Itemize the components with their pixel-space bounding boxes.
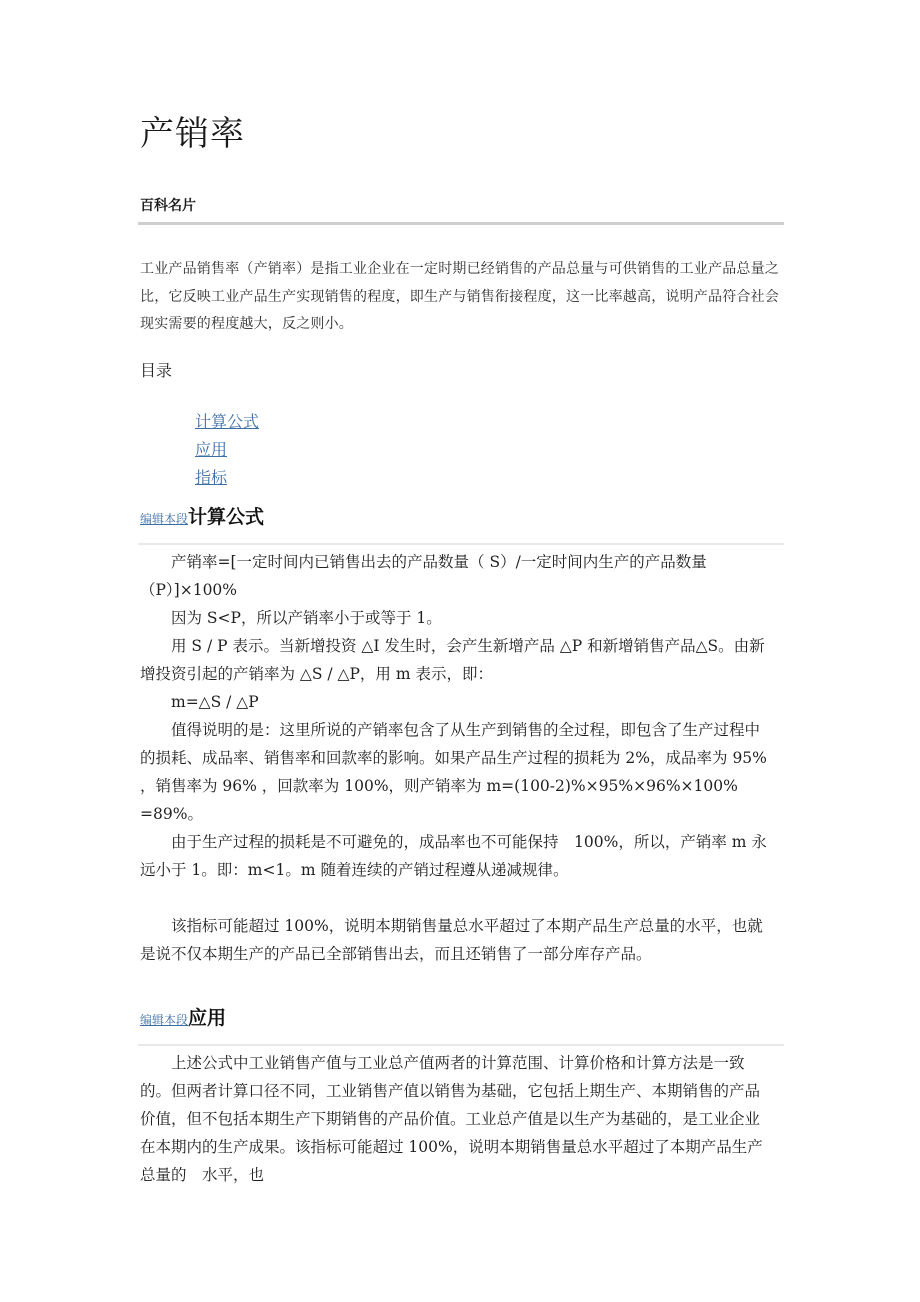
card-label: 百科名片: [140, 198, 196, 214]
section-divider: [138, 1044, 784, 1046]
formula-paragraph: 产销率=[一定时间内已销售出去的产品数量（ S）/一定时间内生产的产品数量（P）]×100%: [140, 553, 707, 599]
toc-item: [195, 436, 259, 464]
body-paragraph: 该指标可能超过 100%，说明本期销售量总水平超过了本期产品生产总量的水平，也就是说不仅本期生产的产品已全部销售出去，而且还销售了一部分库存产品。: [140, 917, 763, 963]
intro-paragraph: 工业产品销售率（产销率）是指工业企业在一定时期已经销售的产品总量与可供销售的工业产品总量之比，它反映工业产品生产实现销售的程度，即生产与销售衔接程度，这一比率越高，说明产品符合社会现实需要的程度越大，反之则小。: [140, 261, 779, 332]
body-paragraph: 值得说明的是：这里所说的产销率包含了从生产到销售的全过程，即包含了生产过程中的损耗、成品率、销售率和回款率的影响。如果产品生产过程的损耗为 2%，成品率为 95% ，销售率为 96% ，回款率为 100%，则产销率为 m=(100-2)%×95%×96%×100% =89%。: [140, 721, 767, 823]
toc-label: 目录: [140, 361, 173, 380]
body-paragraph: 因为 S<P，所以产销率小于或等于 1。: [171, 609, 442, 627]
toc-link-application[interactable]: 应用: [195, 440, 228, 459]
toc-item: [195, 408, 259, 436]
section-title: 计算公式: [188, 506, 265, 528]
section-heading-formula: [140, 502, 264, 529]
edit-section-link[interactable]: 编辑本段: [140, 512, 189, 526]
toc-link-formula[interactable]: 计算公式: [195, 412, 260, 431]
section-divider: [138, 543, 784, 545]
card-divider: [138, 222, 784, 225]
formula-paragraph: m=△S / △P: [171, 693, 259, 711]
section-title: 应用: [188, 1007, 227, 1029]
body-paragraph: 用 S / P 表示。当新增投资 △I 发生时，会产生新增产品 △P 和新增销售产品△S。由新增投资引起的产销率为 △S / △P，用 m 表示，即：: [140, 637, 765, 683]
section-body-formula: [140, 548, 770, 968]
toc-item: [195, 464, 259, 492]
body-paragraph: 由于生产过程的损耗是不可避免的，成品率也不可能保持 100%，所以，产销率 m 永远小于 1。即：m<1。m 随着连续的产销过程遵从递减规律。: [140, 833, 767, 879]
section-heading-application: [140, 1003, 226, 1030]
table-of-contents: [195, 408, 259, 492]
edit-section-link[interactable]: 编辑本段: [140, 1013, 189, 1027]
page-title: 产销率: [140, 114, 245, 154]
body-paragraph: 上述公式中工业销售产值与工业总产值两者的计算范围、计算价格和计算方法是一致的。但两者计算口径不同，工业销售产值以销售为基础，它包括上期生产、本期销售的产品价值，但不包括本期生产下期销售的产品价值。工业总产值是以生产为基础的，是工业企业在本期内的生产成果。该指标可能超过 100%，说明本期销售量总水平超过了本期产品生产总量的 水平，也: [140, 1054, 763, 1184]
toc-link-indicator[interactable]: 指标: [195, 468, 228, 487]
section-body-application: [140, 1049, 770, 1189]
